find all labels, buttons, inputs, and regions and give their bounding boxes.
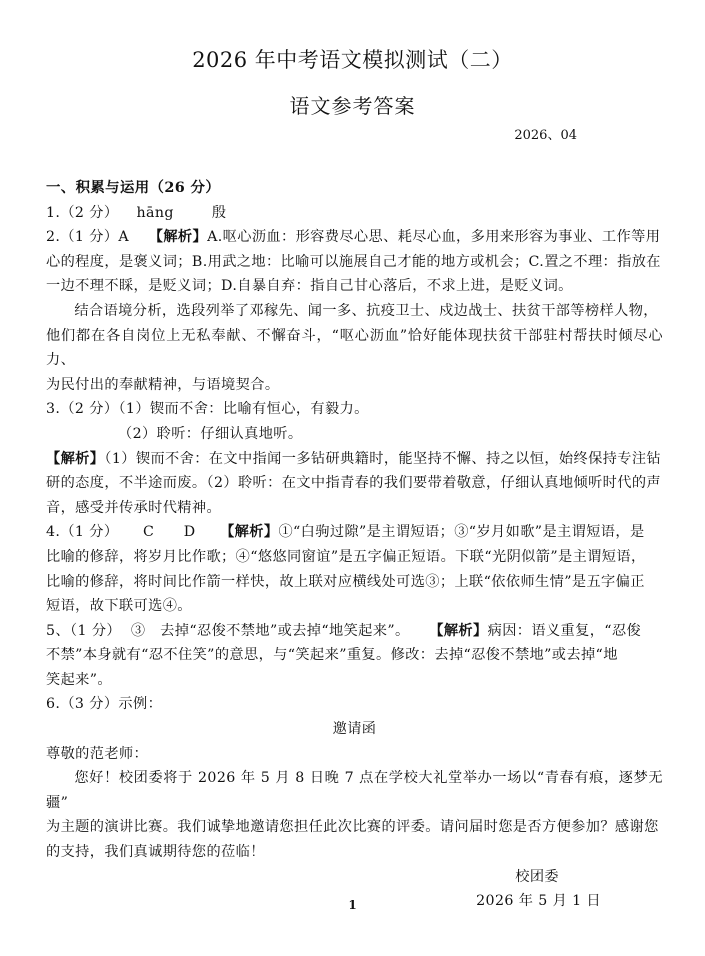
question-4-line-3: 比喻的修辞，将时间比作箭一样快，故上联对应横线处可选③；上联“依依师生情”是五字偏正	[46, 573, 645, 590]
letter-body-line-2: 为主题的演讲比赛。我们诚挚地邀请您担任此次比赛的评委。请问届时您是否方便参加？感谢您	[46, 819, 659, 836]
question-5-number: ③	[130, 622, 146, 639]
question-4-line-4: 短语，故下联可选④。	[46, 598, 192, 615]
page-number: 1	[348, 898, 357, 912]
question-4-text-1: ①“白驹过隙”是主谓短语；③“岁月如歌”是主谓短语，是	[278, 524, 645, 541]
question-5-analysis-tag: 【解析】	[429, 622, 488, 639]
letter-body-line-3: 的支持，我们真诚期待您的莅临！	[46, 844, 265, 861]
question-5-text-1: 病因：语义重复，“忍俊	[487, 622, 642, 639]
question-5-line-2: 不禁”本身就有“忍不住笑”的意思，与“笑起来”重复。修改：去掉“忍俊不禁地”或去掉“地	[46, 647, 618, 664]
question-4-label: 4.（1 分）	[46, 524, 119, 541]
question-1	[46, 201, 663, 226]
question-3-line-1: 3.（2 分）（1）锲而不舍：比喻有恒心，有毅力。	[46, 401, 369, 418]
question-3-analysis-line-2: 研的态度，不半途而废。（2）聆听：在文中指青春的我们要带着敬意，仔细认真地倾听时代的声	[46, 475, 662, 492]
question-4-analysis-tag: 【解析】	[220, 524, 279, 541]
document-date: 2026、04	[514, 128, 577, 143]
question-4-line-2: 比喻的修辞，将岁月比作歌；④“悠悠同窗谊”是五字偏正短语。下联“光阴似箭”是主谓短语，	[46, 548, 646, 565]
question-2-paragraph-line-3: 为民付出的奉献精神，与语境契合。	[46, 376, 280, 393]
question-2-text-1: A.呕心沥血：形容费尽心思、耗尽心血，多用来形容为事业、工作等用	[207, 229, 661, 246]
question-2-label: 2.（1 分）A	[46, 229, 130, 246]
question-3-line-2: （2）聆听：仔细认真地听。	[118, 425, 303, 442]
question-5-line-3: 笑起来”。	[46, 671, 113, 688]
letter-signature: 校团委	[515, 868, 559, 885]
question-4-line-1	[46, 520, 663, 545]
section-title: 一、积累与运用（26 分）	[46, 179, 221, 196]
question-5-answer: 去掉“忍俊不禁地”或去掉“地笑起来”。	[160, 622, 410, 639]
question-3-analysis-tag: 【解析】	[46, 450, 105, 467]
question-1-label: 1.（2 分）	[46, 204, 119, 221]
question-3-analysis-line-1	[46, 447, 663, 472]
document-subtitle: 语文参考答案	[289, 94, 416, 118]
letter-title: 邀请函	[332, 721, 377, 738]
document-title: 2026 年中考语文模拟测试（二）	[192, 48, 513, 72]
letter-salutation: 尊敬的范老师：	[46, 745, 149, 762]
question-1-answer-a: hāng	[136, 204, 174, 221]
question-2-line-3: 一边不理不睬，是贬义词；D.自暴自弃：指自己甘心落后，不求上进，是贬义词。	[46, 278, 573, 295]
question-2-paragraph-line-2: 他们都在各自岗位上无私奉献、不懈奋斗，“呕心沥血”恰好能体现扶贫干部驻村帮扶时倾尽心力、	[46, 327, 663, 369]
question-5-label: 5、（1 分）	[46, 622, 122, 639]
question-5-line-1	[46, 619, 663, 644]
letter-body-line-1: 您好！校团委将于 2026 年 5 月 8 日晚 7 点在学校大礼堂举办一场以“青春有痕，逐梦无疆”	[46, 770, 663, 811]
question-4-answer-d: D	[183, 524, 196, 541]
question-1-answer-b: 殷	[211, 204, 227, 221]
question-3-analysis-text-1: （1）锲而不舍：在文中指闻一多钻研典籍时，能坚持不懈、持之以恒，始终保持专注钻	[104, 450, 662, 467]
question-4-answer-c: C	[143, 524, 155, 541]
question-2-analysis-tag: 【解析】	[148, 229, 208, 246]
question-2-paragraph-line-1: 结合语境分析，选段列举了邓稼先、闻一多、抗疫卫士、戍边战士、扶贫干部等榜样人物，	[74, 302, 658, 319]
question-3-analysis-line-3: 音，感受并传承时代精神。	[46, 499, 222, 516]
question-2-line-1	[46, 225, 663, 250]
answer-body	[46, 176, 663, 914]
question-6-label: 6.（3 分）示例：	[46, 696, 163, 713]
question-2-line-2: 心的程度，是褒义词；B.用武之地：比喻可以施展自己才能的地方或机会；C.置之不理：指放在	[46, 253, 661, 270]
letter-date: 2026 年 5 月 1 日	[476, 893, 601, 910]
